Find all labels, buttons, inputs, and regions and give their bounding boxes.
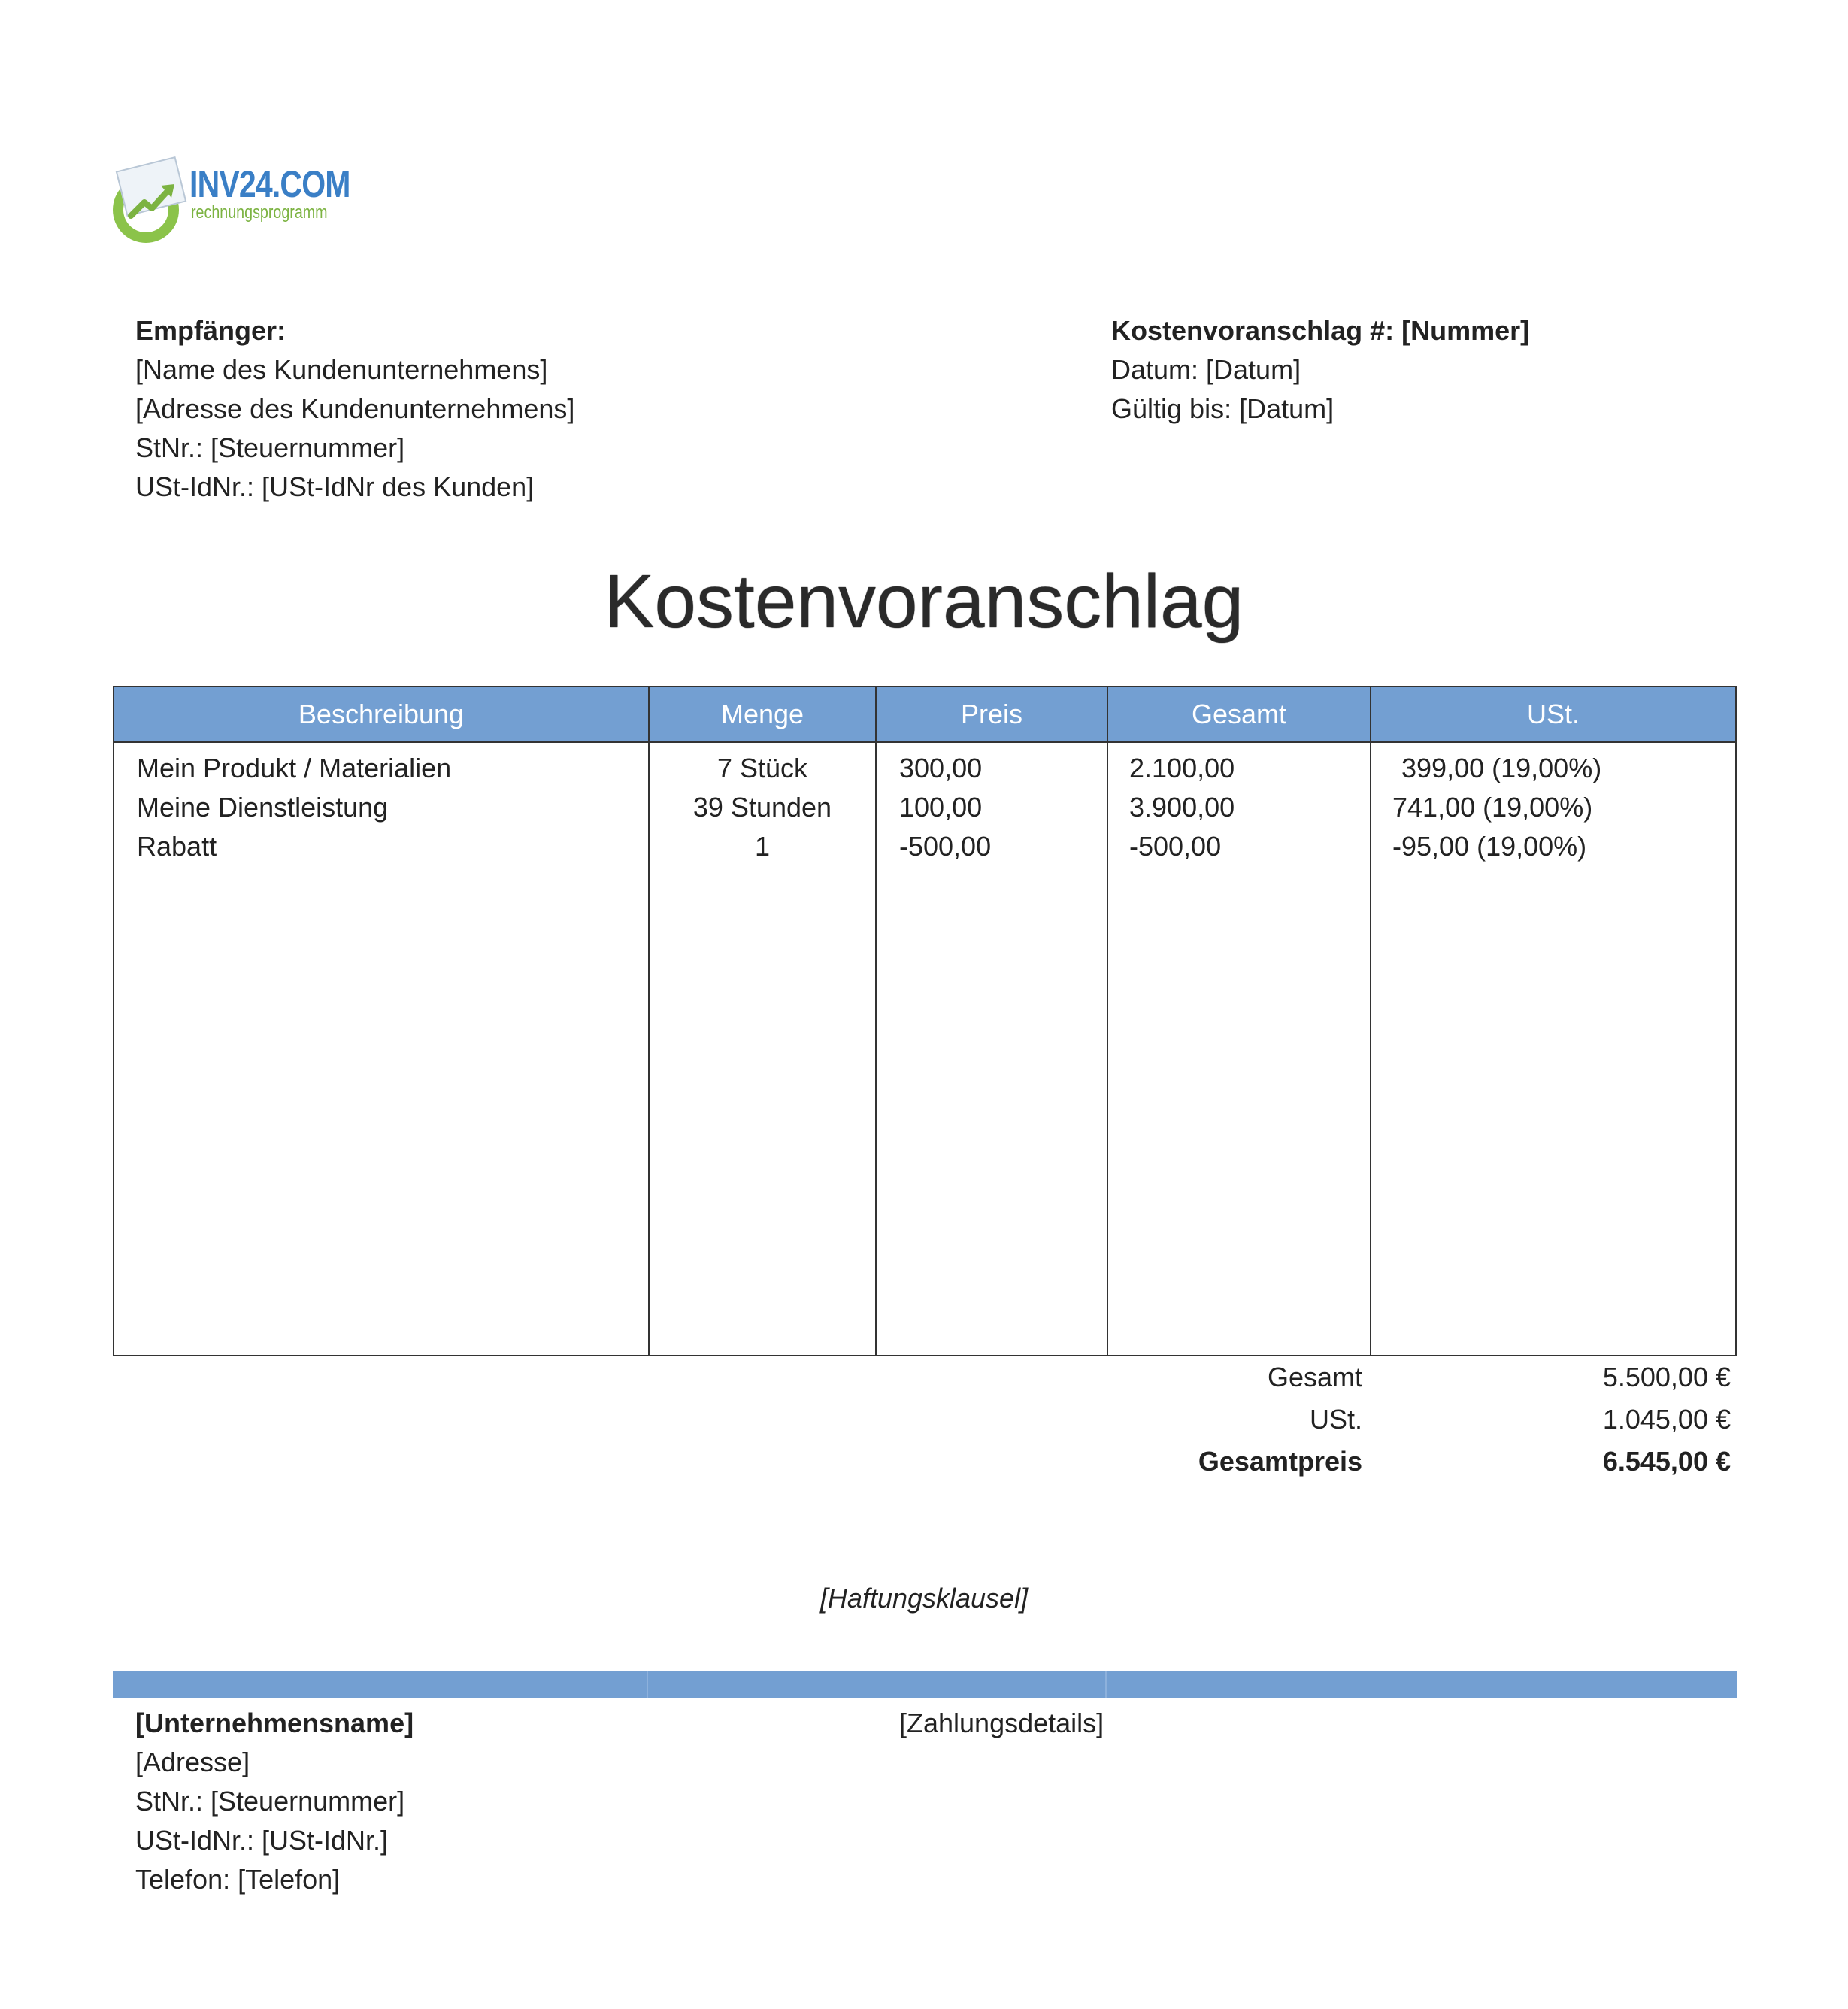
row-1-description: Mein Produkt / Materialien bbox=[137, 753, 452, 783]
bar-divider bbox=[647, 1671, 648, 1698]
company-vat-id: USt-IdNr.: [USt-IdNr.] bbox=[135, 1825, 389, 1856]
column-divider bbox=[1107, 687, 1108, 1355]
header-description: Beschreibung bbox=[298, 698, 465, 729]
company-block bbox=[135, 1704, 414, 1899]
row-3-quantity: 1 bbox=[754, 831, 771, 862]
row-1-total: 2.100,00 bbox=[1129, 753, 1235, 783]
row-2-price: 100,00 bbox=[899, 792, 983, 823]
recipient-heading: Empfänger: bbox=[135, 315, 286, 346]
row-1-vat: 399,00 (19,00%) bbox=[1401, 753, 1602, 783]
grand-total-label: Gesamtpreis bbox=[1198, 1446, 1362, 1477]
company-name: [Unternehmensname] bbox=[135, 1707, 414, 1738]
quote-valid-until: Gültig bis: [Datum] bbox=[1111, 393, 1334, 424]
vat-total-label: USt. bbox=[1309, 1404, 1362, 1435]
logo-tagline: rechnungsprogramm bbox=[191, 202, 328, 223]
payment-details: [Zahlungsdetails] bbox=[899, 1707, 1104, 1738]
row-1-quantity: 7 Stück bbox=[716, 753, 808, 783]
recipient-block bbox=[135, 311, 574, 507]
quote-number: Kostenvoranschlag #: [Nummer] bbox=[1111, 315, 1530, 346]
company-tax-number: StNr.: [Steuernummer] bbox=[135, 1786, 405, 1817]
chart-arrow-icon bbox=[128, 183, 176, 220]
bar-divider bbox=[1105, 1671, 1107, 1698]
header-vat: USt. bbox=[1526, 698, 1580, 729]
row-3-description: Rabatt bbox=[137, 831, 217, 862]
row-3-price: -500,00 bbox=[899, 831, 992, 862]
grand-total-value: 6.545,00 € bbox=[1602, 1446, 1731, 1477]
row-3-total: -500,00 bbox=[1129, 831, 1222, 862]
header-price: Preis bbox=[960, 698, 1023, 729]
items-table bbox=[113, 686, 1737, 1356]
header-total: Gesamt bbox=[1191, 698, 1287, 729]
header-quantity: Menge bbox=[720, 698, 804, 729]
row-1-price: 300,00 bbox=[899, 753, 983, 783]
column-divider bbox=[1370, 687, 1371, 1355]
company-phone: Telefon: [Telefon] bbox=[135, 1864, 341, 1895]
table-header bbox=[114, 687, 1735, 743]
logo-wordmark: INV24.COM bbox=[189, 163, 350, 205]
company-address: [Adresse] bbox=[135, 1747, 250, 1777]
liability-clause: [Haftungsklausel] bbox=[819, 1583, 1029, 1614]
document-title: Kostenvoranschlag bbox=[604, 559, 1244, 644]
subtotal-value: 5.500,00 € bbox=[1602, 1362, 1731, 1392]
quote-date: Datum: [Datum] bbox=[1111, 354, 1301, 385]
quote-meta bbox=[1111, 311, 1529, 429]
recipient-name: [Name des Kundenunternehmens] bbox=[135, 354, 548, 385]
row-2-quantity: 39 Stunden bbox=[692, 792, 832, 823]
logo bbox=[113, 154, 353, 237]
footer-bar bbox=[113, 1671, 1737, 1698]
row-3-vat: -95,00 (19,00%) bbox=[1392, 831, 1587, 862]
row-2-description: Meine Dienstleistung bbox=[137, 792, 389, 823]
recipient-tax-number: StNr.: [Steuernummer] bbox=[135, 432, 405, 463]
vat-total-value: 1.045,00 € bbox=[1602, 1404, 1731, 1435]
row-2-vat: 741,00 (19,00%) bbox=[1392, 792, 1593, 823]
row-2-total: 3.900,00 bbox=[1129, 792, 1235, 823]
subtotal-label: Gesamt bbox=[1267, 1362, 1362, 1392]
recipient-vat-id: USt-IdNr.: [USt-IdNr des Kunden] bbox=[135, 471, 535, 502]
column-divider bbox=[875, 687, 877, 1355]
recipient-address: [Adresse des Kundenunternehmens] bbox=[135, 393, 575, 424]
